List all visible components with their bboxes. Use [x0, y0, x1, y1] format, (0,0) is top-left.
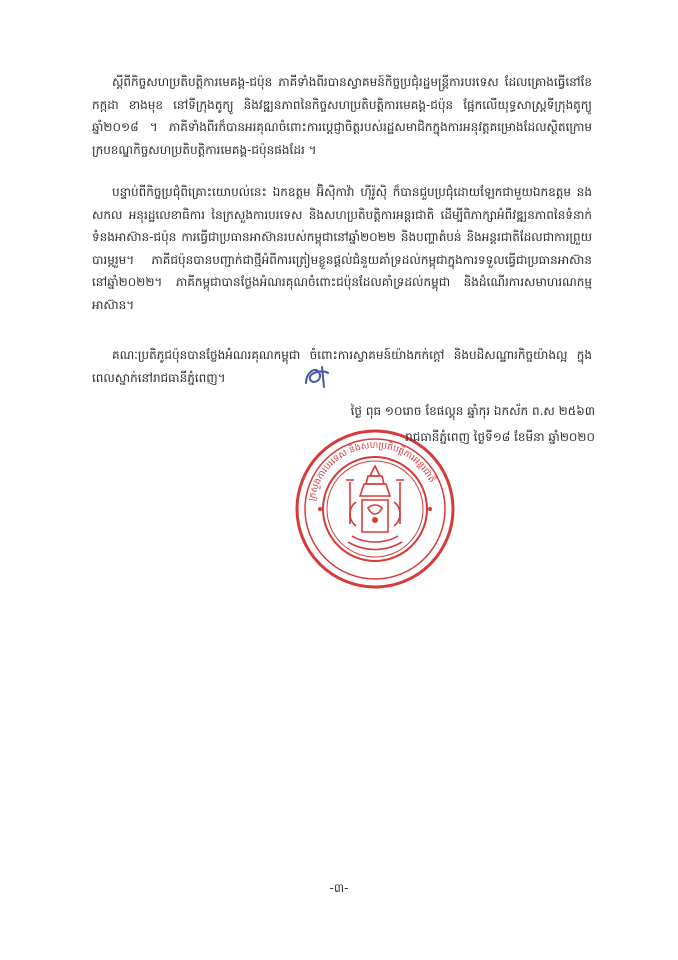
date-lunar: ថ្ងៃ ពុធ ១០រោច ខែផល្គុន ឆ្នាំកុរ ឯកស័ក ព.ស ២៥៦៣: [350, 404, 595, 418]
signature-mark-icon: [302, 363, 332, 389]
page-number: -៣-: [329, 881, 349, 895]
paragraph-2: [92, 181, 592, 316]
paragraph-3-text: គណៈប្រតិភូជប៉ុនបានថ្លែងអំណរគុណកម្ពុជា ចំពោះការស្វាគមន៍យ៉ាងកក់ក្តៅ និងបដិសណ្ឋារកិច្ចយ៉ាងល្អ ក្នុងពេលស្នាក់នៅរាជធានីភ្នំពេញ។: [92, 348, 592, 385]
paragraph-1: [92, 71, 592, 161]
paragraph-3: [92, 344, 592, 389]
date-solar: រាជធានីភ្នំពេញ ថ្ងៃទី១៨ ខែមីនា ឆ្នាំ២០២០: [405, 430, 595, 444]
seal-text: ក្រសួងការបរទេស និងសហប្រតិបត្តិការអន្តរជាតិ: [307, 440, 437, 502]
ministry-seal-icon: [290, 424, 460, 594]
paragraph-2-text: បន្ទាប់ពីកិច្ចប្រជុំពិគ្រោះយោបល់នេះ ឯកឧត្តម អ៊ិស៊ិកាវ៉ា ហ៊ីរ៉ូស៊ិ ក៏បានជួបប្រជុំដោយឡែកជាមួយឯកឧត្តម នង សកល អនុរដ្ឋលេខាធិការ នៃក្រសួងការបរទេស និងសហប្រតិបត្តិការអន្តរជាតិ ដើម្បីពិភាក្សាអំពីវឌ្ឍនភាពនៃទំនាក់ទំនងអាស៊ាន-ជប៉ុន ការធ្វើជាប្រធានអាស៊ានរបស់កម្ពុជានៅឆ្នាំ២០២២ និងបញ្ហាតំបន់ និងអន្តរជាតិដែលជាការព្រួយបារម្ភរួម។ ភាគីជប៉ុនបានបញ្ជាក់ជាថ្មីអំពីការត្រៀមខ្លួនផ្តល់ជំនួយគាំទ្រដល់កម្ពុជាក្នុងការទទួលធ្វើជាប្រធានអាស៊ាននៅឆ្នាំ២០២២។ ភាគីកម្ពុជាបានថ្លែងអំណរគុណចំពោះជប៉ុនដែលគាំទ្រដល់កម្ពុជា និងដំណើរការសមាហរណកម្មអាស៊ាន។: [92, 185, 592, 312]
paragraph-1-text: ស្តីពីកិច្ចសហប្រតិបត្តិការមេគង្គ-ជប៉ុន ភាគីទាំងពីរបានស្វាគមន៍កិច្ចប្រជុំរដ្ឋមន្ត្រីការបរទេស ដែលគ្រោងធ្វើនៅខែកក្កដា ខាងមុខ នៅទីក្រុងតូក្យូ និងវឌ្ឍនភាពនៃកិច្ចសហប្រតិបត្តិការមេគង្គ-ជប៉ុន ផ្អែកលើយុទ្ធសាស្ត្រទីក្រុងតូក្យូឆ្នាំ២០១៨ ។ ភាគីទាំងពីរក៏បានអរគុណចំពោះការប្តេជ្ញាចិត្តរបស់រដ្ឋសមាជិកក្នុងការអនុវត្តគម្រោងដែលស្ថិតក្រោមក្របខណ្ឌកិច្ចសហប្រតិបត្តិការមេគង្គ-ជប៉ុនផងដែរ ។: [92, 75, 592, 157]
